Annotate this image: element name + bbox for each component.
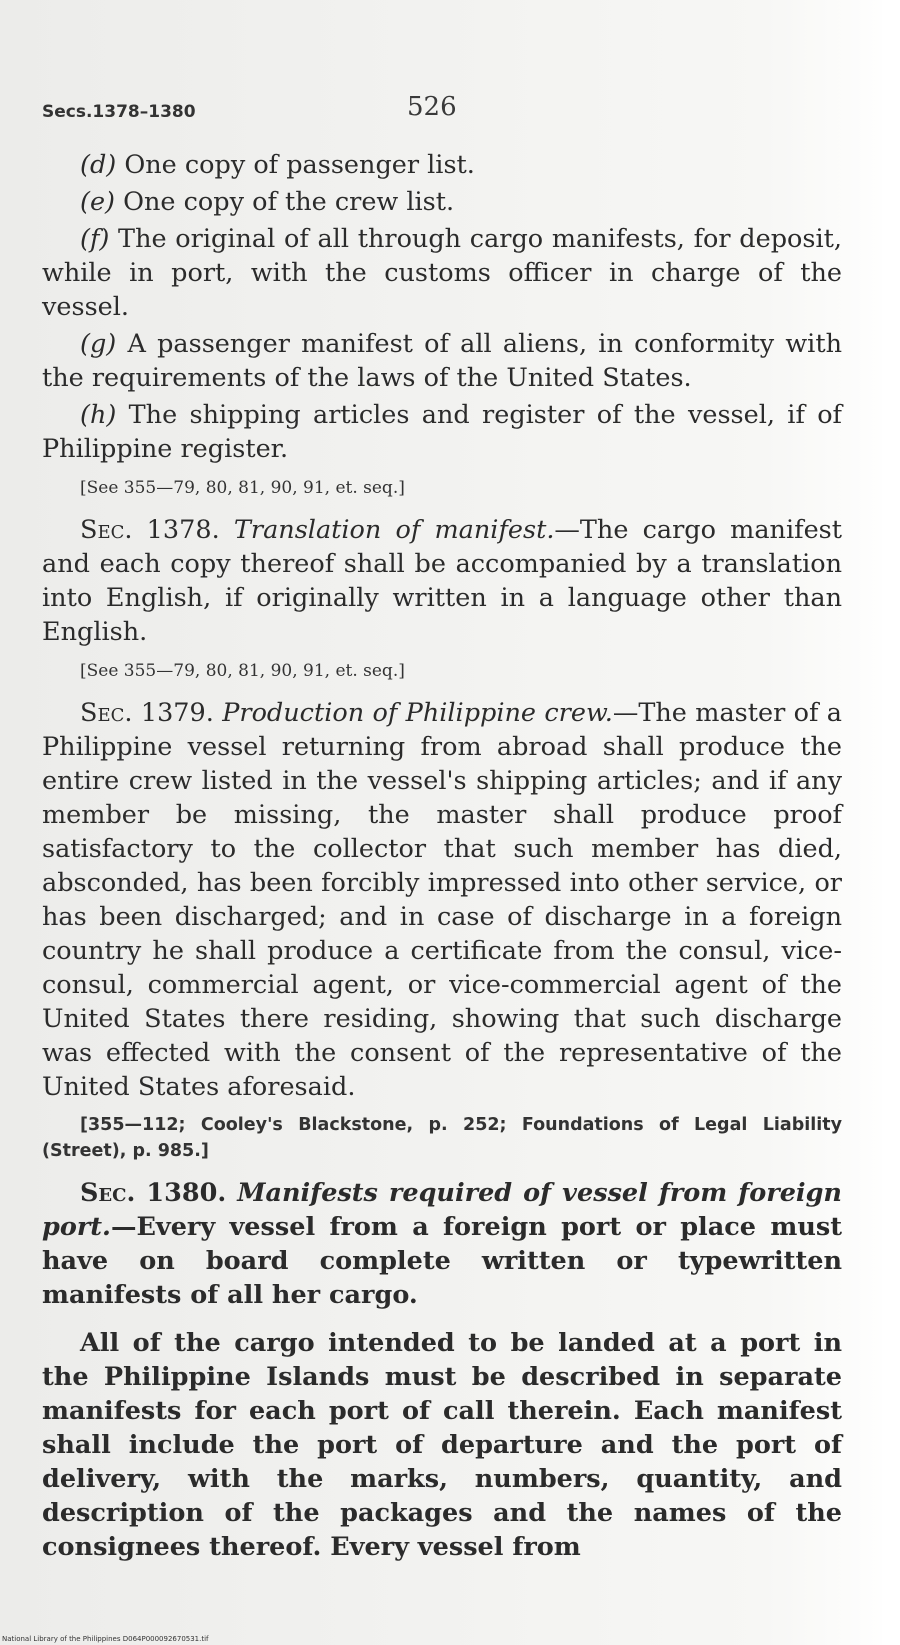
section-range: Secs.1378–1380 bbox=[42, 102, 196, 122]
section-text: —Every vessel from a foreign port or place must have on board complete written or typewritten manifests of all her cargo. bbox=[42, 1212, 842, 1310]
item-text: One copy of passenger list. bbox=[116, 150, 475, 180]
section-1378 bbox=[42, 513, 842, 649]
section-label: Sec. 1380. bbox=[80, 1178, 227, 1208]
item-label: (f) bbox=[80, 224, 110, 254]
item-label: (e) bbox=[80, 187, 115, 217]
page-number: 526 bbox=[407, 92, 457, 122]
body-text bbox=[42, 148, 842, 1564]
section-1380 bbox=[42, 1176, 842, 1312]
section-1379 bbox=[42, 696, 842, 1104]
list-item bbox=[42, 148, 842, 182]
reference-note: [355—112; Cooley's Blackstone, p. 252; Foundations of Legal Liability (Street), p. 985.] bbox=[42, 1115, 842, 1161]
section-text: —The master of a Philippine vessel returning from abroad shall produce the entire crew listed in the vessel's shipping articles; and if any member be missing, the master shall produce proof satisfactory to the collector that such member has died, absconded, has been forcibly impressed into other service, or has been discharged; and in case of discharge in a foreign country he shall produce a certificate from the consul, vice-consul, commercial agent, or vice-commercial agent of the United States there residing, showing that such discharge was effected with the consent of the representative of the United States aforesaid. bbox=[42, 698, 842, 1102]
list-item bbox=[42, 327, 842, 395]
section-title: Translation of manifest. bbox=[219, 515, 555, 545]
item-text: The original of all through cargo manifests, for deposit, while in port, with the customs officer in charge of the vessel. bbox=[42, 224, 842, 322]
item-label: (h) bbox=[80, 400, 117, 430]
item-text: The shipping articles and register of the vessel, if of Philippine register. bbox=[42, 400, 842, 464]
final-paragraph: All of the cargo intended to be landed at a port in the Philippine Islands must be described in separate manifests for each port of call therein. Each manifest shall include the port of departure and the port of delivery, with the marks, numbers, quantity, and description of the packages and the names of the consignees thereof. Every vessel from bbox=[42, 1328, 842, 1562]
list-item bbox=[42, 185, 842, 219]
reference-note: [See 355—79, 80, 81, 90, 91, et. seq.] bbox=[80, 661, 405, 681]
section-title: Manifests required of vessel from foreign port. bbox=[42, 1178, 842, 1242]
scan-footer: National Library of the Philippines D064P000092670531.tif bbox=[2, 1635, 209, 1643]
list-item bbox=[42, 398, 842, 466]
section-text: —The cargo manifest and each copy thereof shall be accompanied by a translation into English, if originally written in a language other than English. bbox=[42, 515, 842, 647]
section-label: Sec. 1378. bbox=[80, 515, 220, 545]
item-label: (d) bbox=[80, 150, 117, 180]
item-text: One copy of the crew list. bbox=[115, 187, 455, 217]
list-item bbox=[42, 222, 842, 324]
section-label: Sec. 1379. bbox=[80, 698, 214, 728]
reference-note: [See 355—79, 80, 81, 90, 91, et. seq.] bbox=[80, 478, 405, 498]
item-label: (g) bbox=[80, 329, 117, 359]
page-header bbox=[42, 92, 842, 132]
page-right-margin bbox=[882, 0, 900, 1645]
section-title: Production of Philippine crew. bbox=[213, 698, 613, 728]
item-text: A passenger manifest of all aliens, in conformity with the requirements of the laws of the United States. bbox=[42, 329, 842, 393]
